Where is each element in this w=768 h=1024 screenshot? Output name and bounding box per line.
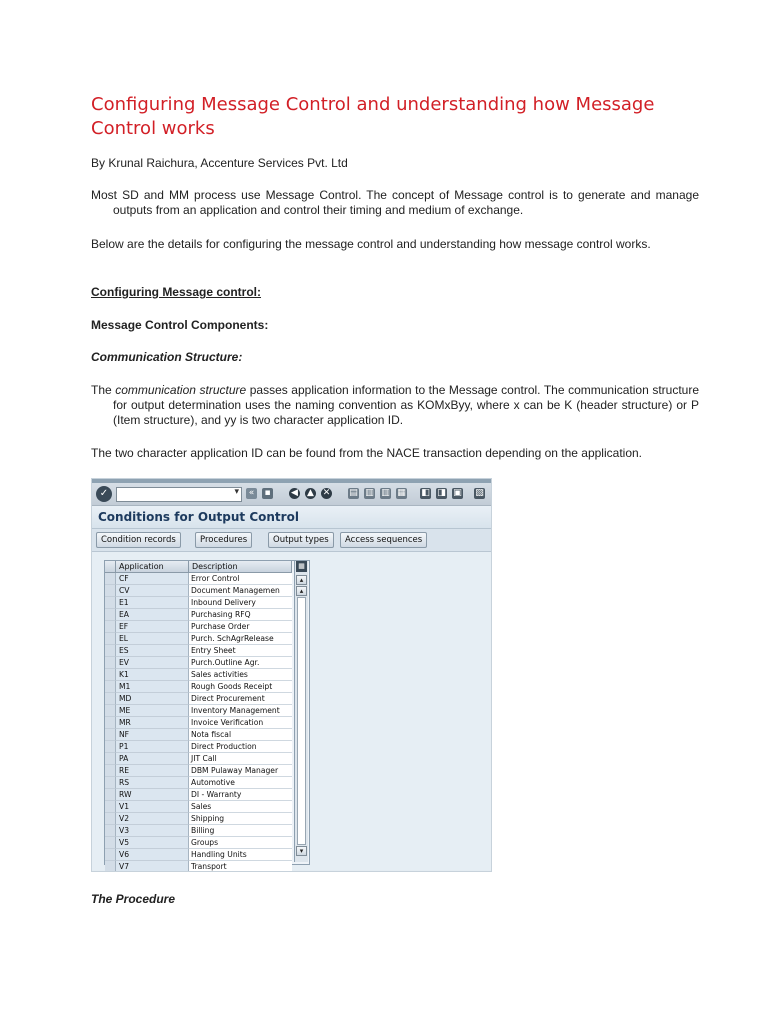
scroll-top-button[interactable]: ▴ <box>296 575 307 585</box>
row-selector[interactable] <box>105 825 116 837</box>
cell-application[interactable]: EA <box>116 609 189 621</box>
column-header-application[interactable]: Application <box>116 561 189 573</box>
previous-page-icon[interactable]: ◧ <box>421 488 430 498</box>
heading-configuring-message-control: Configuring Message control: <box>91 285 262 299</box>
cell-description[interactable]: DBM Pulaway Manager <box>189 765 292 777</box>
print-icon[interactable]: ▤ <box>349 488 358 498</box>
nav-left-icon[interactable]: « <box>246 488 257 499</box>
cell-application[interactable]: V7 <box>116 861 189 872</box>
sap-screenshot <box>91 478 492 872</box>
intro-paragraph-1: Most SD and MM process use Message Control. The concept of Message control is to generate and manage outputs from an application and control their timing and medium of exchange. <box>91 188 699 217</box>
cell-description[interactable]: Direct Production <box>189 741 292 753</box>
comm-pre: The <box>91 383 116 397</box>
comm-term: communication structure <box>115 383 247 397</box>
table-row[interactable] <box>105 597 292 609</box>
condition-records-button[interactable]: Condition records <box>96 532 181 548</box>
table-row[interactable] <box>105 825 292 837</box>
scroll-up-button[interactable]: ▴ <box>296 586 307 596</box>
cell-application[interactable]: P1 <box>116 741 189 753</box>
cell-application[interactable]: EV <box>116 657 189 669</box>
table-row[interactable] <box>105 729 292 741</box>
column-header-description[interactable]: Description <box>189 561 292 573</box>
save-icon[interactable]: ▪ <box>262 488 273 499</box>
sap-body <box>92 552 491 870</box>
cell-description[interactable]: Nota fiscal <box>189 729 292 741</box>
row-selector[interactable] <box>105 813 116 825</box>
table-row[interactable] <box>105 741 292 753</box>
row-selector[interactable] <box>105 765 116 777</box>
cell-description[interactable]: Invoice Verification <box>189 717 292 729</box>
cell-description[interactable]: Purchase Order <box>189 621 292 633</box>
table-row[interactable] <box>105 777 292 789</box>
cell-description[interactable]: Entry Sheet <box>189 645 292 657</box>
nace-paragraph: The two character application ID can be found from the NACE transaction depending on the application. <box>91 446 642 460</box>
cell-description[interactable]: Purchasing RFQ <box>189 609 292 621</box>
table-row[interactable] <box>105 861 292 872</box>
page-title: Configuring Message Control and understanding how Message Control works <box>91 94 655 139</box>
exit-icon[interactable]: ▲ <box>305 488 316 499</box>
row-selector[interactable] <box>105 573 116 585</box>
row-selector[interactable] <box>105 705 116 717</box>
table-row[interactable] <box>105 669 292 681</box>
table-rows <box>105 573 292 872</box>
cell-description[interactable]: Inbound Delivery <box>189 597 292 609</box>
row-selector[interactable] <box>105 753 116 765</box>
row-selector[interactable] <box>105 633 116 645</box>
row-selector[interactable] <box>105 597 116 609</box>
row-selector[interactable] <box>105 789 116 801</box>
cell-description[interactable]: Shipping <box>189 813 292 825</box>
cell-application[interactable]: NF <box>116 729 189 741</box>
communication-structure-paragraph <box>91 383 699 428</box>
row-selector[interactable] <box>105 645 116 657</box>
row-selector[interactable] <box>105 861 116 872</box>
row-selector[interactable] <box>105 801 116 813</box>
table-row[interactable] <box>105 837 292 849</box>
command-field[interactable] <box>116 487 242 502</box>
cell-application[interactable]: E1 <box>116 597 189 609</box>
row-selector[interactable] <box>105 681 116 693</box>
cell-description[interactable]: Transport <box>189 861 292 872</box>
row-selector[interactable] <box>105 741 116 753</box>
scroll-down-button[interactable]: ▾ <box>296 846 307 856</box>
cancel-icon[interactable]: ✕ <box>322 488 331 498</box>
next-page-icon[interactable]: ◨ <box>437 488 446 498</box>
author-line: By Krunal Raichura, Accenture Services Pvt. Ltd <box>91 156 348 170</box>
table-row[interactable] <box>105 849 292 861</box>
row-selector[interactable] <box>105 585 116 597</box>
cell-description[interactable]: DI - Warranty <box>189 789 292 801</box>
cell-application[interactable]: EL <box>116 633 189 645</box>
vertical-scrollbar[interactable] <box>294 561 308 862</box>
cell-description[interactable]: Groups <box>189 837 292 849</box>
find-icon[interactable]: ▥ <box>365 488 374 498</box>
cell-description[interactable]: Purch. SchAgrRelease <box>189 633 292 645</box>
table-row[interactable] <box>105 813 292 825</box>
first-page-icon[interactable]: ▦ <box>397 488 406 498</box>
table-row[interactable] <box>105 573 292 585</box>
cell-application[interactable]: ES <box>116 645 189 657</box>
cell-application[interactable]: CF <box>116 573 189 585</box>
cell-description[interactable]: Purch.Outline Agr. <box>189 657 292 669</box>
table-row[interactable] <box>105 801 292 813</box>
back-icon[interactable]: ◀ <box>289 488 300 499</box>
screen-title: Conditions for Output Control <box>92 506 491 529</box>
cell-application[interactable]: MR <box>116 717 189 729</box>
cell-application[interactable]: M1 <box>116 681 189 693</box>
cell-description[interactable]: Inventory Management <box>189 705 292 717</box>
cell-application[interactable]: V1 <box>116 801 189 813</box>
row-selector[interactable] <box>105 669 116 681</box>
table-row[interactable] <box>105 705 292 717</box>
cell-application[interactable]: ME <box>116 705 189 717</box>
table-row[interactable] <box>105 717 292 729</box>
row-selector[interactable] <box>105 717 116 729</box>
cell-description[interactable]: Direct Procurement <box>189 693 292 705</box>
cell-application[interactable]: V3 <box>116 825 189 837</box>
table-row[interactable] <box>105 645 292 657</box>
cell-description[interactable]: Document Managemen <box>189 585 292 597</box>
intro-paragraph-2: Below are the details for configuring the message control and understanding how message control works. <box>91 237 651 251</box>
table-row[interactable] <box>105 585 292 597</box>
row-selector[interactable] <box>105 837 116 849</box>
scroll-track[interactable] <box>297 597 306 845</box>
cell-application[interactable]: V5 <box>116 837 189 849</box>
output-types-button[interactable]: Output types <box>268 532 334 548</box>
cell-application[interactable]: RW <box>116 789 189 801</box>
cell-description[interactable]: Automotive <box>189 777 292 789</box>
cell-application[interactable]: V2 <box>116 813 189 825</box>
row-selector[interactable] <box>105 729 116 741</box>
access-sequences-button[interactable]: Access sequences <box>340 532 427 548</box>
table-row[interactable] <box>105 621 292 633</box>
cell-application[interactable]: RE <box>116 765 189 777</box>
sap-toolbar <box>92 483 491 506</box>
table-row[interactable] <box>105 633 292 645</box>
row-selector[interactable] <box>105 609 116 621</box>
cell-description[interactable]: Billing <box>189 825 292 837</box>
table-row[interactable] <box>105 657 292 669</box>
comm-post: passes application information to the Message control. The communication structure for output determination uses the naming convention as KOMxByy, where x can be K (header structure) or P (Item structure), and yy is two character application ID. <box>113 383 699 427</box>
enter-icon[interactable]: ✓ <box>96 486 112 502</box>
table-row[interactable] <box>105 681 292 693</box>
cell-application[interactable]: RS <box>116 777 189 789</box>
row-selector[interactable] <box>105 657 116 669</box>
heading-communication-structure: Communication Structure: <box>91 350 243 364</box>
row-selector[interactable] <box>105 777 116 789</box>
cell-description[interactable]: Rough Goods Receipt <box>189 681 292 693</box>
new-session-icon[interactable]: ▧ <box>475 488 484 498</box>
table-row[interactable] <box>105 789 292 801</box>
table-settings-icon[interactable]: ▦ <box>296 561 307 572</box>
row-selector[interactable] <box>105 621 116 633</box>
cell-description[interactable]: JIT Call <box>189 753 292 765</box>
cell-application[interactable]: K1 <box>116 669 189 681</box>
cell-description[interactable]: Sales activities <box>189 669 292 681</box>
cell-application[interactable]: PA <box>116 753 189 765</box>
table-row[interactable] <box>105 609 292 621</box>
cell-application[interactable]: EF <box>116 621 189 633</box>
cell-description[interactable]: Handling Units <box>189 849 292 861</box>
row-selector[interactable] <box>105 693 116 705</box>
find-next-icon[interactable]: ▥ <box>381 488 390 498</box>
application-table <box>104 560 310 871</box>
table-row[interactable] <box>105 765 292 777</box>
cell-application[interactable]: V6 <box>116 849 189 861</box>
heading-the-procedure: The Procedure <box>91 892 176 906</box>
table-row[interactable] <box>105 693 292 705</box>
cell-application[interactable]: CV <box>116 585 189 597</box>
row-selector[interactable] <box>105 849 116 861</box>
cell-description[interactable]: Sales <box>189 801 292 813</box>
cell-application[interactable]: MD <box>116 693 189 705</box>
select-all-header[interactable] <box>105 561 116 573</box>
table-row[interactable] <box>105 753 292 765</box>
cell-description[interactable]: Error Control <box>189 573 292 585</box>
dropdown-icon[interactable]: ▾ <box>234 487 239 497</box>
application-toolbar <box>92 529 491 552</box>
last-page-icon[interactable]: ▣ <box>453 488 462 498</box>
heading-message-control-components: Message Control Components: <box>91 318 269 332</box>
procedures-button[interactable]: Procedures <box>195 532 252 548</box>
